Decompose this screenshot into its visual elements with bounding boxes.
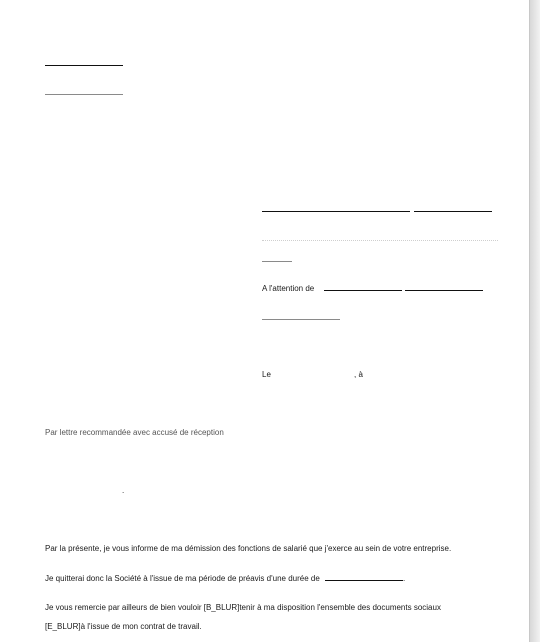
attention-role-blank	[405, 290, 483, 291]
date-prefix: Le	[262, 370, 271, 379]
paragraph-resignation: Par la présente, je vous informe de ma démission des fonctions de salarié que j'exerce au sein de votre entreprise.	[45, 544, 452, 553]
notice-duration-blank	[325, 573, 406, 583]
greeting-dot: .	[122, 486, 125, 495]
sender-address-blank	[45, 94, 123, 95]
viewer-side-margin	[530, 0, 540, 642]
delivery-mode: Par lettre recommandée avec accusé de réception	[45, 428, 224, 437]
paragraph-documents-line-1: Je vous remercie par ailleurs de bien vouloir [B_BLUR]tenir à ma disposition l'ensemble des documents sociaux	[45, 603, 441, 612]
recipient-address-line	[262, 240, 498, 241]
sender-name-blank	[45, 65, 123, 66]
recipient-name-blank	[262, 211, 410, 212]
attention-label: A l'attention de	[262, 284, 315, 293]
paragraph-notice-end: .	[403, 574, 406, 583]
recipient-extra-blank	[262, 319, 340, 320]
attention-name-blank	[324, 290, 402, 291]
recipient-company-blank	[414, 211, 492, 212]
paragraph-notice	[45, 573, 405, 584]
date-suffix: , à	[354, 370, 363, 379]
paragraph-documents-line-2: [E_BLUR]à l'issue de mon contrat de travail.	[45, 622, 202, 631]
recipient-city-blank	[262, 261, 292, 262]
paragraph-notice-text: Je quitterai donc la Société à l'issue de ma période de préavis d'une durée de	[45, 574, 320, 583]
